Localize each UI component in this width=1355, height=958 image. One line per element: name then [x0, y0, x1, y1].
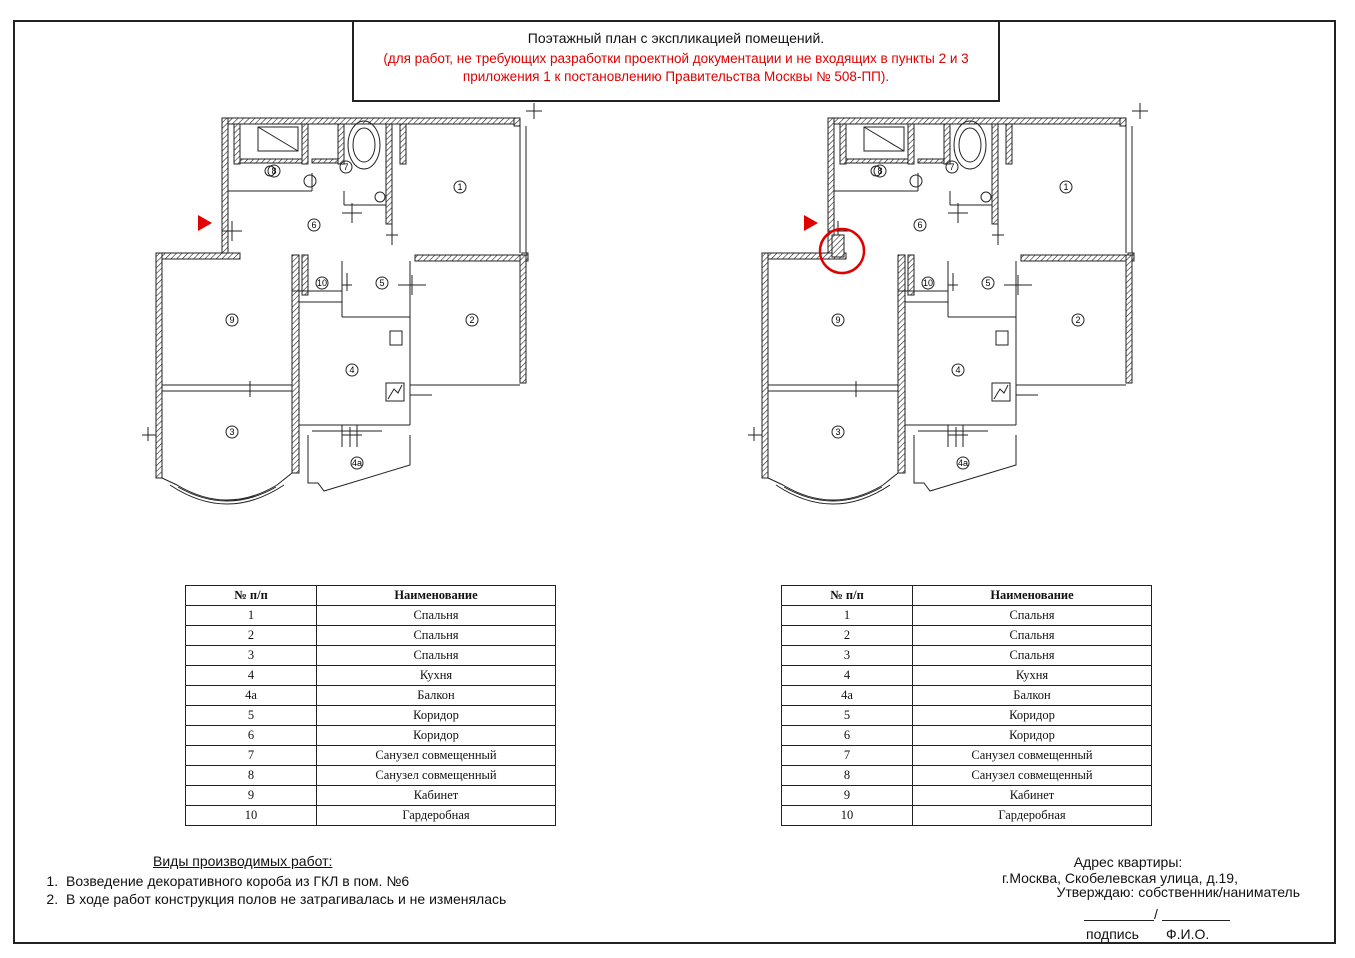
room-label-10: 10: [922, 278, 934, 288]
cell-name: Спальня: [317, 626, 556, 646]
room-label-5: 5: [985, 278, 991, 288]
cell-name: Кабинет: [317, 786, 556, 806]
cell-number: 3: [186, 646, 317, 666]
cell-name: Спальня: [317, 606, 556, 626]
table-row: [782, 766, 1152, 786]
room-label-1: 1: [457, 182, 463, 192]
cell-number: 7: [186, 746, 317, 766]
room-label-4a: 4а: [957, 458, 969, 468]
cell-name: Спальня: [913, 626, 1152, 646]
table-row: [782, 646, 1152, 666]
cell-number: 6: [782, 726, 913, 746]
drywall-box: [832, 235, 844, 257]
cell-number: 6: [186, 726, 317, 746]
room-label-4: 4: [955, 365, 961, 375]
table-header-row: [186, 586, 556, 606]
works-title: Виды производимых работ:: [153, 853, 333, 869]
fio-label: Ф.И.О.: [1166, 926, 1210, 942]
works-item: 1. Возведение декоративного короба из ГКЛ в пом. №6: [62, 872, 506, 890]
room-label-6: 6: [311, 220, 317, 230]
cell-name: Кухня: [913, 666, 1152, 686]
table-row: [186, 646, 556, 666]
drawing-note: (для работ, не требующих разработки проектной документации и не входящих в пункты 2 и 3 приложения 1 к постановлению Правительства Москвы № 508-ПП).: [383, 51, 969, 84]
explication-table-before: [185, 585, 556, 826]
cell-name: Коридор: [913, 706, 1152, 726]
works-list: [40, 872, 506, 908]
cell-name: Коридор: [913, 726, 1152, 746]
signature-block: [1084, 906, 1234, 940]
cell-number: 9: [782, 786, 913, 806]
works-section: [40, 852, 506, 908]
cell-name: Спальня: [317, 646, 556, 666]
explication-table-after: [781, 585, 1152, 826]
table-row: [186, 666, 556, 686]
cell-number: 2: [186, 626, 317, 646]
table-row: [186, 746, 556, 766]
cell-number: 3: [782, 646, 913, 666]
room-label-6: 6: [917, 220, 923, 230]
room-label-2: 2: [469, 315, 475, 325]
floor-plan-after: [748, 95, 1168, 525]
cell-number: 4: [186, 666, 317, 686]
room-label-10: 10: [316, 278, 328, 288]
table-row: [186, 706, 556, 726]
room-label-7: 7: [949, 162, 955, 172]
cell-number: 9: [186, 786, 317, 806]
floor-plan-after-drawing: [748, 95, 1168, 525]
cell-name: Санузел совмещенный: [913, 746, 1152, 766]
signature-slash: /: [1154, 906, 1158, 922]
table-row: [186, 726, 556, 746]
table-row: [186, 786, 556, 806]
cell-name: Санузел совмещенный: [317, 746, 556, 766]
cell-number: 8: [782, 766, 913, 786]
cell-name: Балкон: [317, 686, 556, 706]
table-row: [186, 606, 556, 626]
cell-name: Кухня: [317, 666, 556, 686]
room-label-2: 2: [1075, 315, 1081, 325]
cell-number: 4а: [186, 686, 317, 706]
cell-name: Балкон: [913, 686, 1152, 706]
table-row: [186, 806, 556, 826]
room-label-8: 8: [877, 166, 883, 176]
cell-number: 7: [782, 746, 913, 766]
cell-name: Спальня: [913, 646, 1152, 666]
address-line: г.Москва, Скобелевская улица, д.19,: [1002, 870, 1238, 886]
cell-name: Санузел совмещенный: [913, 766, 1152, 786]
room-label-8: 8: [271, 166, 277, 176]
room-label-4: 4: [349, 365, 355, 375]
col-header-number: № п/п: [782, 586, 913, 606]
cell-number: 8: [186, 766, 317, 786]
table-row: [186, 686, 556, 706]
signature-line: [1084, 920, 1154, 921]
table-row: [186, 766, 556, 786]
cell-name: Спальня: [913, 606, 1152, 626]
name-line: [1162, 920, 1230, 921]
room-label-9: 9: [835, 315, 841, 325]
drawing-title: Поэтажный план с экспликацией помещений.: [527, 30, 825, 46]
table-header-row: [782, 586, 1152, 606]
room-label-9: 9: [229, 315, 235, 325]
cell-number: 4: [782, 666, 913, 686]
table-row: [186, 626, 556, 646]
table-row: [782, 786, 1152, 806]
cell-number: 1: [782, 606, 913, 626]
room-label-5: 5: [379, 278, 385, 288]
table-row: [782, 806, 1152, 826]
cell-number: 5: [782, 706, 913, 726]
cell-name: Коридор: [317, 706, 556, 726]
address-section: [940, 854, 1300, 900]
cell-name: Санузел совмещенный: [317, 766, 556, 786]
cell-name: Коридор: [317, 726, 556, 746]
entrance-arrow-icon: [198, 215, 212, 231]
floor-plan-before-drawing: [142, 95, 562, 525]
room-label-7: 7: [343, 162, 349, 172]
cell-number: 2: [782, 626, 913, 646]
cell-number: 5: [186, 706, 317, 726]
title-block: [352, 20, 1000, 102]
cell-name: Кабинет: [913, 786, 1152, 806]
floor-plan-before: [142, 95, 562, 525]
cell-name: Гардеробная: [317, 806, 556, 826]
cell-number: 1: [186, 606, 317, 626]
cell-number: 10: [186, 806, 317, 826]
signature-label: подпись: [1086, 926, 1139, 942]
room-label-3: 3: [229, 427, 235, 437]
cell-number: 4а: [782, 686, 913, 706]
cell-number: 10: [782, 806, 913, 826]
table-row: [782, 726, 1152, 746]
room-label-3: 3: [835, 427, 841, 437]
col-header-name: Наименование: [317, 586, 556, 606]
room-label-1: 1: [1063, 182, 1069, 192]
table-row: [782, 666, 1152, 686]
address-title: Адрес квартиры:: [1073, 854, 1183, 870]
approval-line: Утверждаю: собственник/наниматель: [1056, 884, 1300, 900]
table-row: [782, 746, 1152, 766]
table-row: [782, 686, 1152, 706]
table-row: [782, 626, 1152, 646]
entrance-arrow-icon: [804, 215, 818, 231]
room-label-4a: 4а: [351, 458, 363, 468]
cell-name: Гардеробная: [913, 806, 1152, 826]
table-row: [782, 706, 1152, 726]
works-item: 2. В ходе работ конструкция полов не затрагивалась и не изменялась: [62, 890, 506, 908]
col-header-number: № п/п: [186, 586, 317, 606]
col-header-name: Наименование: [913, 586, 1152, 606]
table-row: [782, 606, 1152, 626]
